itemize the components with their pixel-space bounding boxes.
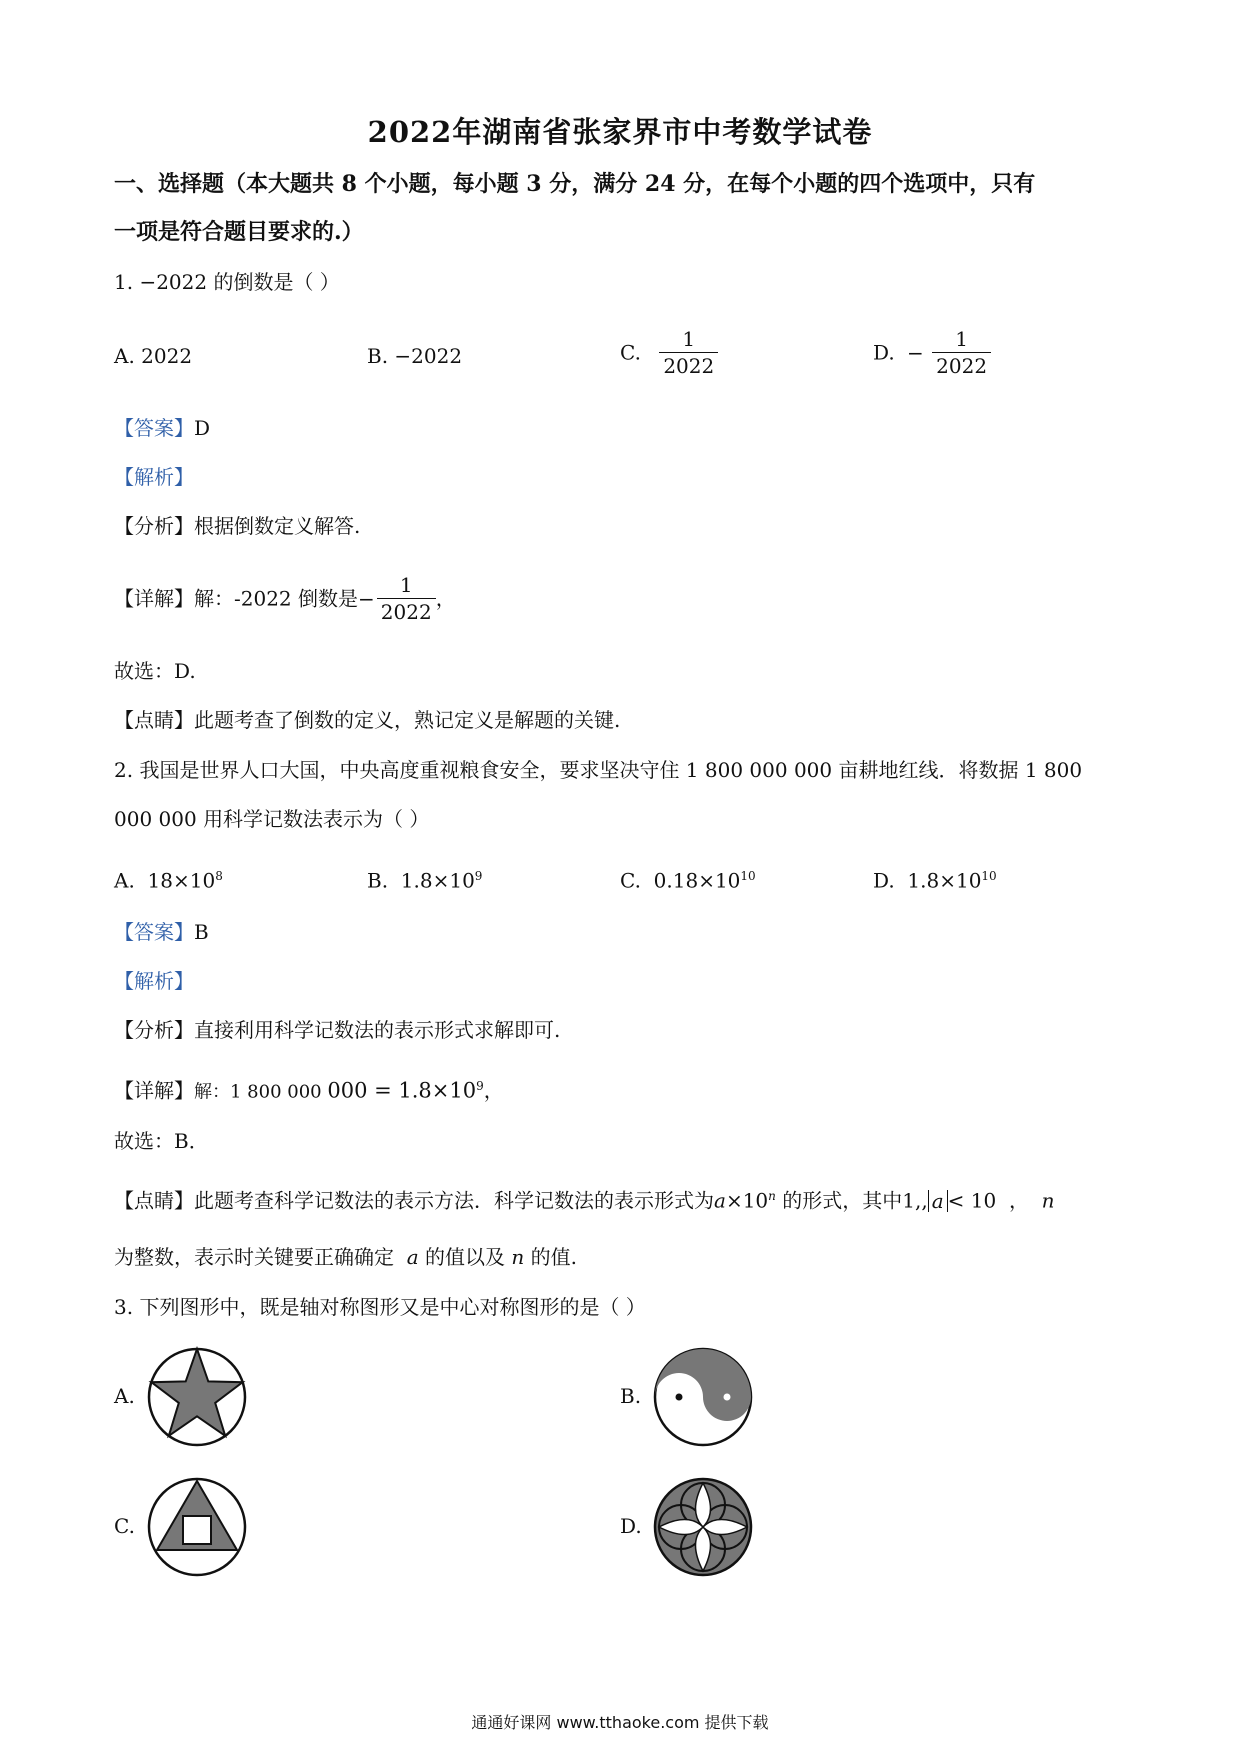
q1-option-d — [873, 326, 991, 379]
dianjing-lt: < 10 — [947, 1188, 997, 1213]
star-in-circle-icon — [146, 1346, 248, 1448]
q2-dianjing — [114, 1182, 1055, 1215]
yin-yang-icon — [652, 1346, 754, 1448]
q1-option-b: B. −2022 — [367, 344, 463, 368]
fraction-numerator: 1 — [955, 327, 968, 351]
fraction-denominator: 2022 — [932, 352, 991, 379]
dianjing-line2-pre: 为整数，表示时关键要正确确定 — [114, 1245, 394, 1269]
q1-dianjing — [114, 706, 620, 734]
page-title: 2022年湖南省张家界市中考数学试卷 — [367, 115, 873, 149]
dianjing-n: n — [1041, 1188, 1055, 1213]
q1-option-c-fraction — [659, 326, 718, 379]
dianjing-line2-mid: 的值以及 — [425, 1245, 506, 1269]
option-base: 18×10 — [147, 868, 216, 893]
q1-stem: 1. −2022 的倒数是（ ） — [114, 270, 340, 294]
option-exponent: 10 — [981, 869, 997, 883]
dianjing-times: ×10 — [725, 1188, 769, 1213]
q1-analysis-tag: 【解析】 — [114, 465, 194, 489]
fraction-numerator: 1 — [399, 573, 413, 597]
q3-stem: 3. 下列图形中，既是轴对称图形又是中心对称图形的是（ ） — [114, 1295, 646, 1319]
fraction-denominator: 2022 — [377, 598, 436, 625]
q2-xiangjie — [114, 1072, 504, 1107]
answer-value: B — [194, 920, 209, 944]
q2-guxuan: 故选：B． — [114, 1129, 209, 1153]
q1-fenxi — [114, 512, 360, 540]
absolute-value-a: a — [928, 1190, 948, 1212]
dianjing-n-exp: n — [768, 1189, 776, 1203]
fenxi-tag: 【分析】 — [114, 1018, 194, 1042]
option-label: D. — [873, 868, 895, 893]
q3-option-a-label: A. — [114, 1384, 135, 1408]
q2-stem-line1: 2. 我国是世界人口大国，中央高度重视粮食安全，要求坚决守住 1 800 000 000 亩耕地红线．将数据 1 800 — [114, 758, 1083, 782]
q1-option-c-label: C. — [620, 340, 641, 365]
triangle-square-in-circle-icon — [146, 1476, 248, 1578]
option-base: 1.8×10 — [400, 868, 475, 893]
q2-option-a — [114, 862, 223, 895]
option-exponent: 8 — [215, 869, 223, 883]
fenxi-text: 根据倒数定义解答. — [194, 514, 361, 538]
dianjing-one: 1,, — [902, 1188, 928, 1213]
dianjing-line2-n: n — [511, 1245, 525, 1269]
dianjing-mid: 的形式，其中 — [775, 1188, 903, 1213]
option-exponent: 10 — [740, 869, 756, 883]
q2-option-d — [873, 862, 997, 895]
xiangjie-expr: 000 = 1.8×10 — [327, 1078, 477, 1103]
dianjing-tag: 【点睛】 — [114, 1188, 194, 1213]
answer-value: D — [194, 416, 211, 440]
xiangjie-text: 解：1 800 000 — [194, 1081, 328, 1103]
dianjing-line2-a: a — [406, 1245, 419, 1269]
xiangjie-text: 解：-2022 倒数是 — [194, 586, 359, 611]
q2-stem-line2: 000 000 用科学记数法表示为（ ） — [114, 807, 430, 831]
q2-analysis-tag: 【解析】 — [114, 969, 194, 993]
q2-answer — [114, 918, 209, 946]
option-exponent: 9 — [474, 869, 483, 883]
dianjing-comma: ， — [1008, 1188, 1029, 1213]
xiangjie-post: ， — [435, 586, 456, 611]
option-base: 1.8×10 — [907, 868, 982, 893]
four-petal-circles-icon — [652, 1476, 754, 1578]
fraction-denominator: 2022 — [659, 352, 718, 379]
q3-option-c-label: C. — [114, 1514, 135, 1538]
dianjing-tag: 【点睛】 — [114, 708, 194, 732]
fenxi-tag: 【分析】 — [114, 514, 194, 538]
q2-dianjing-line2 — [114, 1243, 577, 1271]
xiangjie-tag: 【详解】 — [114, 1078, 194, 1103]
option-label: A. — [114, 868, 135, 893]
xiangjie-exponent: 9 — [476, 1079, 484, 1093]
xiangjie-post: ， — [483, 1078, 504, 1103]
option-base: 0.18×10 — [653, 868, 741, 893]
minus-sign: − — [907, 340, 924, 365]
q1-answer — [114, 414, 210, 442]
q2-fenxi — [114, 1016, 560, 1044]
xiangjie-fraction — [377, 572, 436, 625]
q2-option-b — [367, 862, 482, 895]
q1-option-d-fraction — [932, 326, 991, 379]
section-heading-line1: 一、选择题（本大题共 8 个小题，每小题 3 分，满分 24 分，在每个小题的四个选项中，只有 — [114, 171, 1036, 197]
fenxi-text: 直接利用科学记数法的表示形式求解即可. — [194, 1018, 561, 1042]
dianjing-text: 此题考查科学记数法的表示方法．科学记数法的表示形式为 — [194, 1188, 714, 1213]
q1-option-c — [620, 326, 718, 379]
q1-option-a: A. 2022 — [114, 344, 193, 368]
fraction-numerator: 1 — [682, 327, 696, 351]
xiangjie-tag: 【详解】 — [114, 586, 194, 611]
page-footer: 通通好课网 www.tthaoke.com 提供下载 — [471, 1713, 769, 1732]
section-heading-line2: 一项是符合题目要求的.） — [114, 219, 364, 245]
dianjing-text: 此题考查了倒数的定义，熟记定义是解题的关键. — [194, 708, 621, 732]
q3-option-d-label: D. — [620, 1514, 642, 1538]
q2-option-c — [620, 862, 756, 895]
q1-xiangjie — [114, 572, 456, 625]
dianjing-a: a — [714, 1188, 726, 1213]
q1-option-d-label: D. — [873, 340, 895, 365]
answer-tag: 【答案】 — [114, 416, 194, 440]
dianjing-line2-post: 的值. — [530, 1245, 577, 1269]
option-label: C. — [620, 868, 641, 893]
q1-guxuan: 故选：D. — [114, 659, 196, 683]
option-label: B. — [367, 868, 389, 893]
answer-tag: 【答案】 — [114, 920, 194, 944]
minus-sign: − — [358, 586, 375, 611]
q3-option-b-label: B. — [620, 1384, 642, 1408]
